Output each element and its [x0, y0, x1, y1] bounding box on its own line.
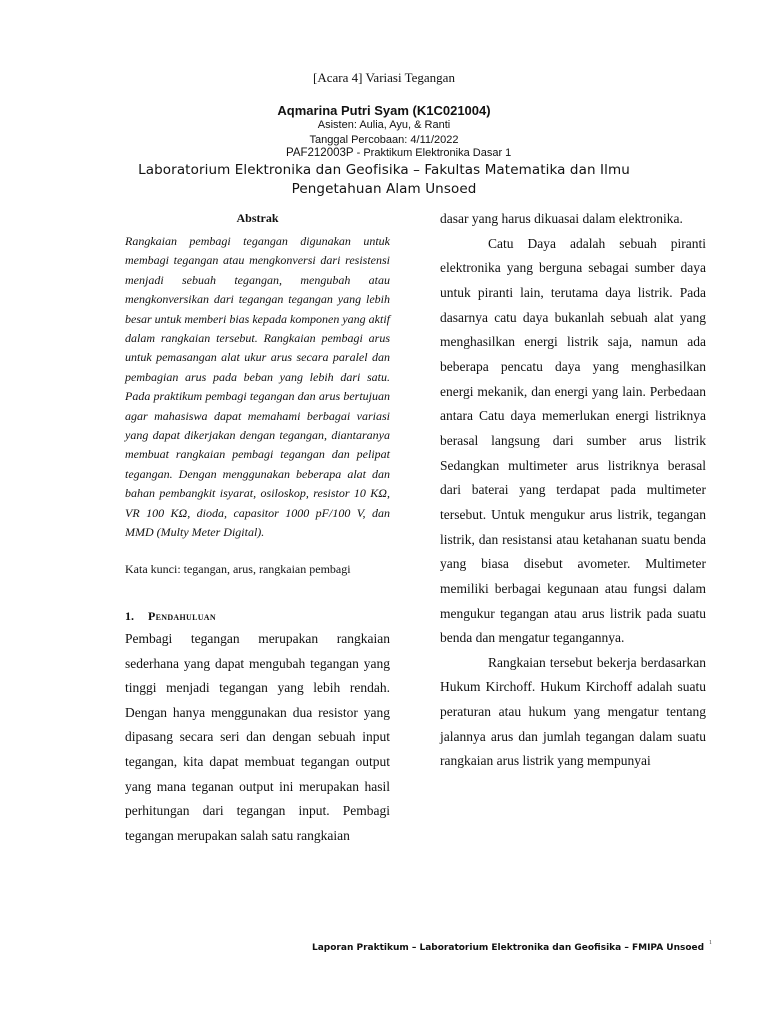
author-name: Aqmarina Putri Syam (K1C021004)	[277, 103, 491, 118]
abstract-body: Rangkaian pembagi tegangan digunakan untuk membagi tegangan atau mengkonversi dari resistensi menjadi sebuah tegangan, mengubah atau mengkonversikan dari tegangan tegangan yang lebih besar untuk memberi bias kepada komponen yang aktif dalam rangkaian tersebut. Rangkaian pembagi arus untuk pemasangan alat ukur arus secara paralel dan pembagian arus pada beban yang lebih dari satu. Pada praktikum pembagi tegangan dan arus bertujuan agar mahasiswa dapat memahami berbagai variasi yang dapat dikerjakan dengan tegangan, diantaranya membuat rangkaian pembagi tegangan dan pelipat tegangan. Dengan menggunakan beberapa alat dan bahan pembangkit isyarat, osiloskop, resistor 10 KΩ, VR 100 KΩ, dioda, capasitor 1000 pF/100 V, dan MMD (Multy Meter Digital).	[125, 234, 390, 540]
course-name: - Praktikum Elektronika Dasar 1	[353, 147, 512, 159]
page-number: 1	[709, 940, 712, 946]
experiment-date: Tanggal Percobaan: 4/11/2022	[309, 134, 459, 146]
abstract-heading: Abstrak	[236, 211, 279, 225]
keywords: Kata kunci: tegangan, arus, rangkaian pembagi	[125, 562, 351, 576]
affiliation: Laboratorium Elektronika dan Geofisika – Fakultas Matematika dan Ilmu Pengetahuan Alam Unsoed	[138, 162, 630, 197]
course-line	[286, 147, 511, 159]
assistants-line: Asisten: Aulia, Ayu, & Ranti	[317, 119, 451, 131]
section-title: Pendahuluan	[148, 609, 216, 623]
paragraph-catu-daya: Catu Daya adalah sebuah piranti elektronika yang berguna sebagai sumber daya untuk piranti lain, terutama daya listrik. Pada dasarnya catu daya bukanlah sebuah alat yang menghasilkan energi listrik saja, namun ada beberapa pencatu daya yang menghasilkan energi mekanik, dan energi yang lain. Perbedaan antara Catu daya memerlukan energi listriknya berasal langsung dari sumber arus listrik Sedangkan multimeter arus listriknya berasal dari baterai yang terdapat pada multimeter tersebut. Untuk mengukur arus listrik, tegangan listrik, dan resistansi atau ketahanan suatu benda yang biasa disebut avometer. Multimeter memiliki berbagai kegunaan atau fungsi dalam mengukur tegangan atau arus listrik pada suatu benda dan mengatur tegangannya.	[440, 235, 706, 646]
page-footer: Laporan Praktikum – Laboratorium Elektronika dan Geofisika – FMIPA Unsoed	[312, 943, 705, 953]
paragraph-continuation: dasar yang harus dikuasai dalam elektronika.	[440, 211, 683, 226]
paragraph-kirchoff: Rangkaian tersebut bekerja berdasarkan Hukum Kirchoff. Hukum Kirchoff adalah suatu peraturan atau hukum yang mengatur tentang jalannya arus dan jumlah tegangan dalam suatu rangkaian arus listrik yang mempunyai	[440, 654, 706, 769]
right-column	[440, 207, 706, 774]
section-heading	[125, 609, 390, 624]
section-number: 1.	[125, 609, 134, 623]
paper-title: [Acara 4] Variasi Tegangan	[313, 70, 455, 85]
introduction-body: Pembagi tegangan merupakan rangkaian sederhana yang dapat mengubah tegangan yang tinggi menjadi tegangan yang lebih rendah. Dengan hanya menggunakan dua resistor yang dipasang secara seri dan dengan sebuah input tegangan, kita dapat membuat tegangan output yang mana teganan output ini merupakan hasil perhitungan dari tegangan input. Pembagi tegangan merupakan salah satu rangkaian	[125, 631, 390, 843]
course-code: PAF212003P	[286, 147, 354, 159]
